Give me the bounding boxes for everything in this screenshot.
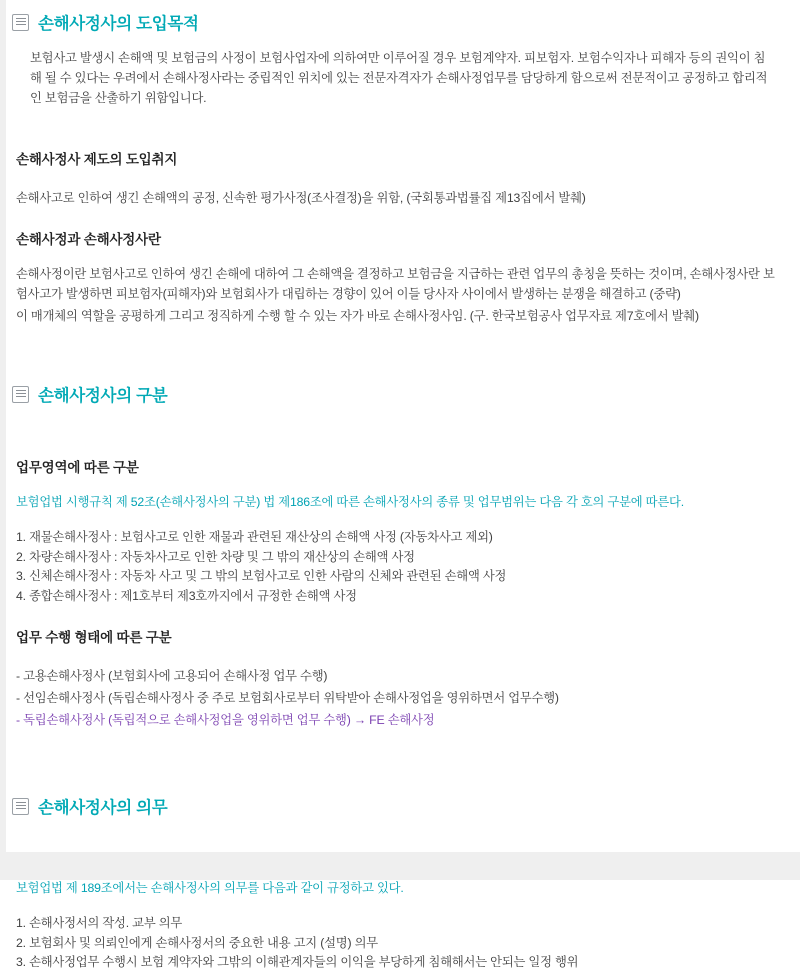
list-item: 1. 재물손해사정사 : 보험사고로 인한 재물과 관련된 재산상의 손해액 사정 (자동차사고 제외) xyxy=(16,530,493,544)
work-area-regulation-note: 보험업법 시행규칙 제 52조(손해사정사의 구분) 법 제186조에 따른 손해사정사의 종류 및 업무범위는 다음 각 호의 구분에 따른다. xyxy=(16,495,684,509)
definition-line-1: 손해사정이란 보험사고로 인하여 생긴 손해에 대하여 그 손해액을 결정하고 보험금을 지급하는 관련 업무의 총칭을 뜻하는 것이며, 손해사정사란 보험사고가 발생하면 피보험자(피해자)와 보험회사가 대립하는 경향이 있어 이들 당사자 사이에서 발생하는 분쟁을 해결하고 (중략) xyxy=(16,267,775,301)
bottom-gray-band xyxy=(0,852,800,880)
section-classification-header xyxy=(0,382,800,406)
work-form-appointed: - 선임손해사정사 (독립손해사정사 중 주로 보험회사로부터 위탁받아 손해사정업을 영위하면서 업무수행) xyxy=(16,691,559,705)
subheading-by-work-form: 업무 수행 형태에 따른 구분 xyxy=(16,630,172,645)
list-item: 2. 차량손해사정사 : 자동차사고로 인한 차량 및 그 밖의 재산상의 손해액 사정 xyxy=(16,549,415,564)
list-item: 1. 손해사정서의 작성. 교부 의무 xyxy=(16,916,183,930)
subheading-definition: 손해사정과 손해사정사란 xyxy=(16,232,161,247)
list-item: 3. 손해사정업무 수행시 보험 계약자와 그밖의 이해관계자들의 이익을 부당하게 침해해서는 안되는 일정 행위 xyxy=(16,955,579,969)
duties-list xyxy=(16,914,776,973)
section-classification xyxy=(0,326,800,730)
classification-list xyxy=(16,528,776,606)
section-duties-title: 손해사정사의 의무 xyxy=(38,799,168,817)
definition-line-2: 이 매개체의 역할을 공평하게 그리고 정직하게 수행 할 수 있는 자가 바로 손해사정사임. (구. 한국보험공사 업무자료 제7호에서 발췌) xyxy=(16,309,699,323)
subheading-institution-purpose: 손해사정사 제도의 도입취지 xyxy=(16,152,178,167)
document-list-icon xyxy=(12,14,29,31)
list-item: 2. 보험회사 및 의뢰인에게 손해사정서의 중요한 내용 고지 (설명) 의무 xyxy=(16,935,378,950)
document-list-icon xyxy=(12,386,29,403)
section-purpose xyxy=(0,0,800,326)
section-purpose-intro: 보험사고 발생시 손해액 및 보험금의 사정이 보험사업자에 의하여만 이루어질 경우 보험계약자. 피보험자. 보험수익자나 피해자 등의 권익이 침해 될 수 있다는 우려에서 손해사정사라는 중립적인 위치에 있는 전문자격자가 손해사정업무를 담당하게 함으로써 전문적이고 공정하고 합리적인 보험금을 산출하기 위함입니다. xyxy=(30,51,768,105)
section-purpose-header xyxy=(0,10,800,34)
work-form-independent: - 독립손해사정사 (독립적으로 손해사정업을 영위하면 업무 수행) → FE 손해사정 xyxy=(16,713,435,727)
list-item: 3. 신체손해사정사 : 자동차 사고 및 그 밖의 보험사고로 인한 사람의 신체와 관련된 손해액 사정 xyxy=(16,569,507,583)
document-list-icon xyxy=(12,798,29,815)
section-purpose-title: 손해사정사의 도입목적 xyxy=(38,15,199,33)
list-item: 4. 종합손해사정사 : 제1호부터 제3호까지에서 규정한 손해액 사정 xyxy=(16,588,357,603)
institution-purpose-text: 손해사고로 인하여 생긴 손해액의 공정, 신속한 평가사정(조사결정)을 위함, (국회통과법률집 제13집에서 발췌) xyxy=(16,191,586,205)
section-duties-header xyxy=(0,794,800,818)
subheading-by-work-area: 업무영역에 따른 구분 xyxy=(16,460,139,475)
duties-regulation-note: 보험업법 제 189조에서는 손해사정사의 의무를 다음과 같이 규정하고 있다. xyxy=(16,881,404,895)
work-form-employed: - 고용손해사정사 (보험회사에 고용되어 손해사정 업무 수행) xyxy=(16,669,328,683)
section-classification-title: 손해사정사의 구분 xyxy=(38,387,168,405)
